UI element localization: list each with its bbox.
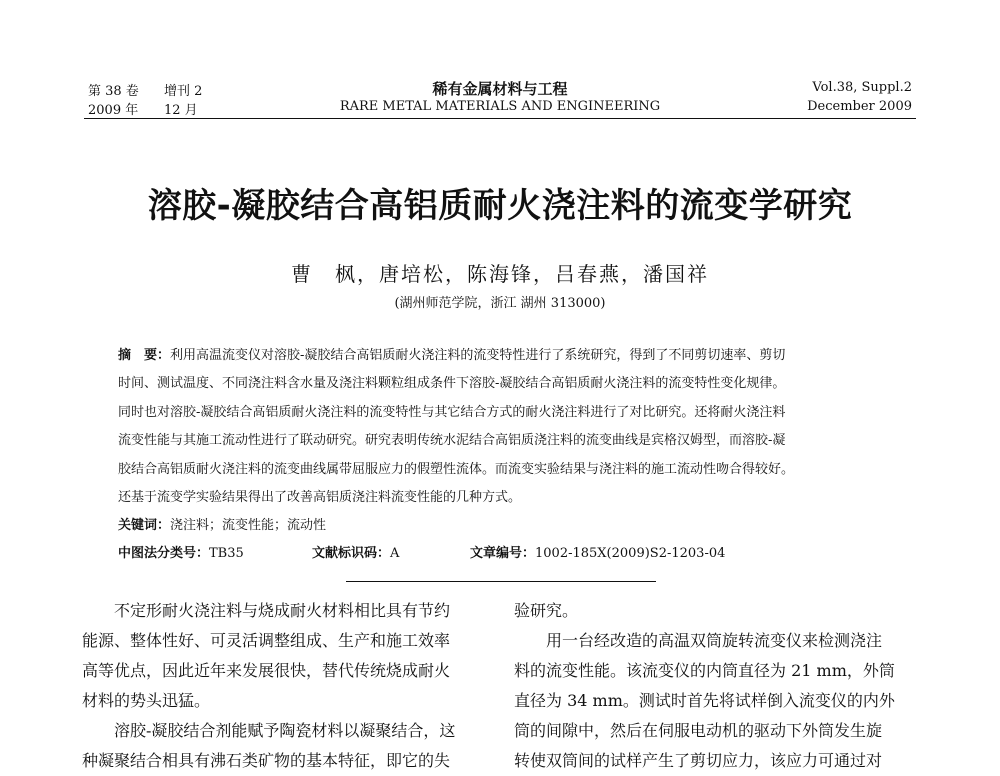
affiliation: (湖州师范学院，浙江 湖州 313000) <box>394 296 606 311</box>
body-line: 种凝聚结合相具有沸石类矿物的基本特征，即它的失 <box>82 751 451 770</box>
volume-number: 第 38 卷 <box>88 84 139 99</box>
abstract-line: 流变性能与其施工流动性进行了联动研究。研究表明传统水泥结合高铝质浇注料的流变曲线是宾格汉姆型，而溶胶-凝 <box>118 433 786 448</box>
body-line: 能源、整体性好、可灵活调整组成、生产和施工效率 <box>82 631 451 650</box>
body-column-right <box>514 596 914 776</box>
doc-code-value: A <box>390 546 400 561</box>
body-line: 验研究。 <box>514 601 579 620</box>
body-line: 用一台经改造的高温双筒旋转流变仪来检测浇注 <box>514 631 883 650</box>
author-list: 曹 枫，唐培松，陈海锋，吕春燕，潘国祥 <box>291 262 709 286</box>
keywords-value: 浇注料；流变性能；流动性 <box>170 518 327 533</box>
publication-month: 12 月 <box>164 103 198 118</box>
abstract-line: 还基于流变学实验结果得出了改善高铝质浇注料流变性能的几种方式。 <box>118 490 522 505</box>
body-line: 料的流变性能。该流变仪的内筒直径为 21 mm，外筒 <box>514 661 895 680</box>
section-divider <box>346 581 656 582</box>
body-line: 转使双筒间的试样产生了剪切应力，该应力可通过对 <box>514 751 883 770</box>
abstract-text: 利用高温流变仪对溶胶-凝胶结合高铝质耐火浇注料的流变特性进行了系统研究，得到了不同剪切速率、剪切 <box>170 348 786 363</box>
doc-code-label: 文献标识码： <box>312 546 391 561</box>
body-line: 溶胶-凝胶结合剂能赋予陶瓷材料以凝聚结合，这 <box>82 721 456 740</box>
abstract-label: 摘 要： <box>118 348 171 363</box>
journal-name-cn: 稀有金属材料与工程 <box>432 80 568 98</box>
abstract-line: 时间、测试温度、不同浇注料含水量及浇注料颗粒组成条件下溶胶-凝胶结合高铝质耐火浇注料的流变特性变化规律。 <box>118 376 786 391</box>
clc-value: TB35 <box>209 546 244 561</box>
body-line: 筒的间隙中，然后在伺服电动机的驱动下外筒发生旋 <box>514 721 883 740</box>
publication-year: 2009 年 <box>88 103 139 118</box>
doc-code-field <box>312 544 399 563</box>
body-line: 不定形耐火浇注料与烧成耐火材料相比具有节约 <box>82 601 451 620</box>
clc-field <box>118 544 244 563</box>
keywords-label: 关键词： <box>118 518 171 533</box>
body-line: 高等优点，因此近年来发展很快，替代传统烧成耐火 <box>82 661 451 680</box>
journal-name-en: RARE METAL MATERIALS AND ENGINEERING <box>339 99 661 114</box>
article-number-label: 文章编号： <box>470 546 536 561</box>
date-en: December 2009 <box>807 99 912 114</box>
body-column-left <box>82 596 482 776</box>
header-rule <box>84 118 916 119</box>
abstract-line <box>118 346 785 365</box>
abstract-line: 胶结合高铝质耐火浇注料的流变曲线属带屈服应力的假塑性流体。而流变实验结果与浇注料的施工流动性吻合得较好。 <box>118 462 795 477</box>
volume-en: Vol.38, Suppl.2 <box>812 80 912 95</box>
article-number-field <box>470 544 725 563</box>
article-number-value: 1002-185X(2009)S2-1203-04 <box>535 546 726 561</box>
paper-title: 溶胶-凝胶结合高铝质耐火浇注料的流变学研究 <box>147 186 853 226</box>
clc-label: 中图法分类号： <box>118 546 210 561</box>
body-line: 直径为 34 mm。测试时首先将试样倒入流变仪的内外 <box>514 691 895 710</box>
body-line: 材料的势头迅猛。 <box>82 691 211 710</box>
supplement-number: 增刊 2 <box>164 84 203 99</box>
keywords-line <box>118 516 326 535</box>
abstract-line: 同时也对溶胶-凝胶结合高铝质耐火浇注料的流变特性与其它结合方式的耐火浇注料进行了对比研究。还将耐火浇注料 <box>118 405 786 420</box>
